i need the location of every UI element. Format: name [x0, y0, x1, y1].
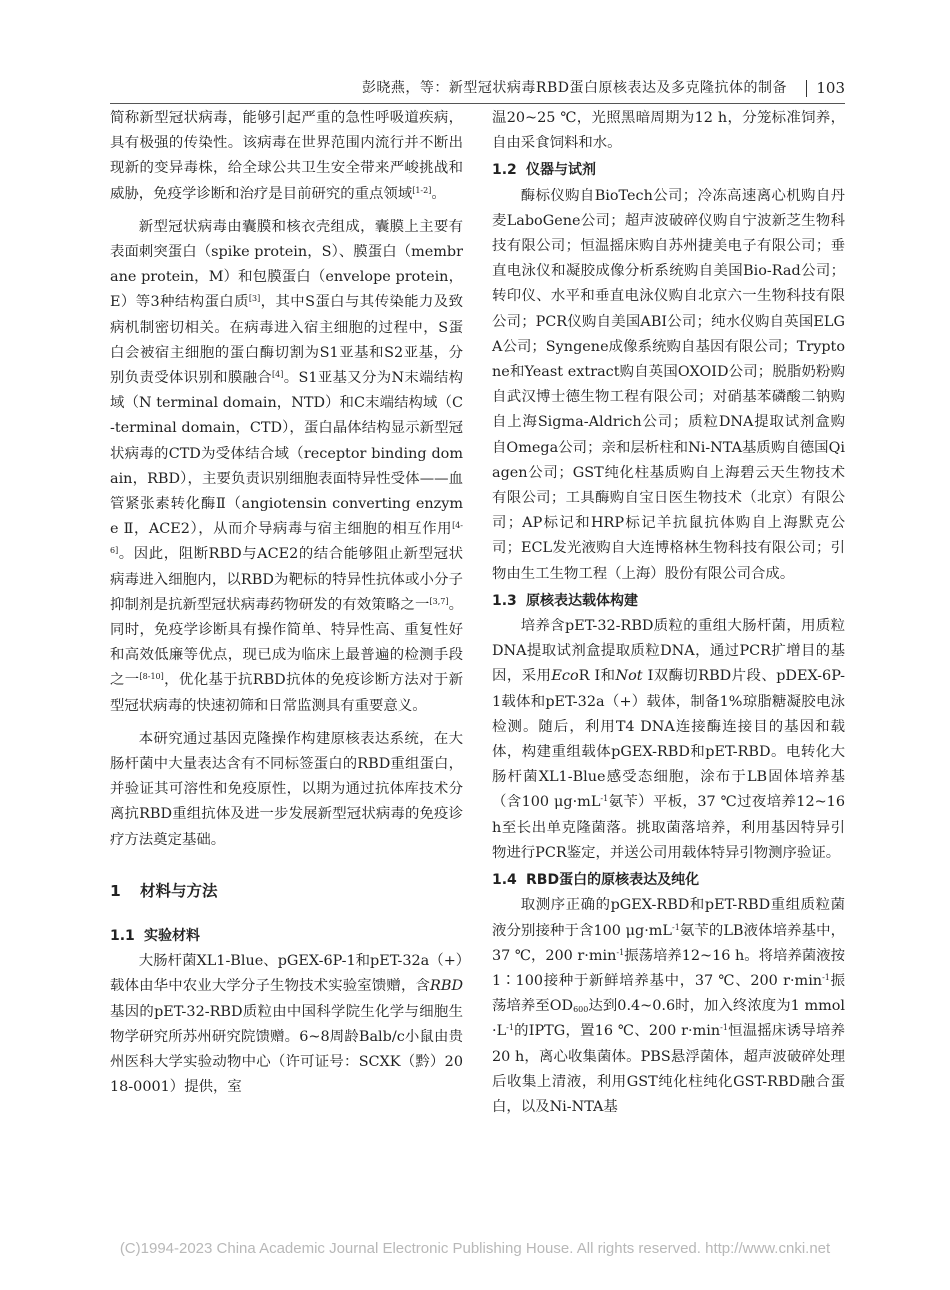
text-run: 大肠杆菌XL1-Blue、pGEX-6P-1和pET-32a（+）载体由华中农业大学分子生物技术实验室馈赠，含: [110, 953, 463, 995]
subsection-title: 原核表达载体构建: [526, 592, 638, 609]
superscript: -1: [616, 947, 625, 957]
text-run: R Ⅰ和: [578, 668, 616, 685]
text-run: 振荡培养12~16 h。将培养菌液按1∶100接种于新鲜培养基中，37 ℃、200 r·min: [492, 947, 846, 989]
text-run: 氨苄的LB液体培养基中，37 ℃，200 r·min: [492, 922, 845, 964]
subsection-number: 1.2: [492, 162, 517, 179]
paragraph-materials-continued: 温20~25 ℃，光照黑暗周期为12 h，分笼标准饲养，自由采食饲料和水。: [492, 110, 845, 152]
text-run: ，优化基于抗RBD抗体的免疫诊断方法对于新型冠状病毒的快速初筛和日常监测具有重要意义。: [110, 672, 463, 714]
text-run: 。同时，免疫学诊断具有操作简单、特异性高、重复性好和高效低廉等优点，现已成为临床上最普遍的检测手段之一: [110, 596, 463, 689]
subsection-title: 实验材料: [144, 927, 200, 944]
citation: [3]: [248, 294, 261, 304]
superscript: -1: [822, 972, 830, 982]
subsection-title: 仪器与试剂: [526, 162, 596, 179]
superscript: -1: [600, 794, 609, 804]
subsection-number: 1.3: [492, 592, 517, 609]
paragraph-expression-purification: [492, 893, 845, 1120]
text-run: 氨苄）平板，37 ℃过夜培养12~16 h至长出单克隆菌落。挑取菌落培养，利用基因特异引物进行PCR鉴定，并送公司用载体特异引物测序验证。: [492, 794, 845, 861]
subsection-heading: [492, 868, 845, 893]
section-number: 1: [110, 881, 121, 900]
text-run: 简称新型冠状病毒，能够引起严重的急性呼吸道疾病，具有极强的传染性。该病毒在世界范围内流行并不断出现新的变异毒株，给全球公共卫生安全带来严峻挑战和威胁，免疫学诊断和治疗是目前研究的重点领域: [110, 110, 463, 202]
paragraph-intro-continued: [110, 106, 463, 207]
subsection-number: 1.1: [110, 927, 135, 944]
text-run: ，其中S蛋白与其传染能力及致病机制密切相关。在病毒进入宿主细胞的过程中，S蛋白会被宿主细胞的蛋白酶切割为S1亚基和S2亚基，分别负责受体识别和膜融合: [110, 294, 463, 387]
text-run: 。: [431, 185, 446, 202]
citation: [1-2]: [412, 185, 432, 195]
text-run: 恒温摇床诱导培养20 h，离心收集菌体。PBS悬浮菌体，超声波破碎处理后收集上清液，利用GST纯化柱纯化GST-RBD融合蛋白，以及Ni-NTA基: [492, 1023, 845, 1115]
text-run: 培养含pET-32-RBD质粒的重组大肠杆菌，用质粒DNA提取试剂盒提取质粒DNA，通过PCR扩增目的基因，采用: [492, 618, 845, 685]
subsection-number: 1.4: [492, 872, 517, 889]
text-run: 。因此，阻断RBD与ACE2的结合能够阻止新型冠状病毒进入细胞内，以RBD为靶标的特异性抗体或小分子抑制剂是抗新型冠状病毒药物研发的有效策略之一: [110, 546, 463, 613]
paragraph-study-aim: 本研究通过基因克隆操作构建原核表达系统，在大肠杆菌中大量表达含有不同标签蛋白的RBD重组蛋白，并验证其可溶性和免疫原性，以期为通过抗体库技术分离抗RBD重组抗体及进一步发展新型冠状病毒的免疫诊疗方法奠定基础。: [110, 730, 463, 848]
text-run: 的IPTG，置16 ℃、200 r·min: [513, 1023, 721, 1040]
header-divider: [806, 80, 807, 97]
enzyme-name: Eco: [551, 668, 579, 685]
citation: [4-6]: [110, 521, 463, 556]
superscript: -1: [671, 922, 680, 932]
header-rule: [110, 103, 845, 104]
subsection-heading: [492, 158, 845, 183]
paragraph-materials: [110, 949, 463, 1100]
text-run: Ⅰ双酶切RBD片段、pDEX-6P-1载体和pET-32a（+）载体，制备1%琼脂糖凝胶电泳检测。随后，利用T4 DNA连接酶连接目的基因和载体，构建重组载体pGEX-RBD和pET-RBD。电转化大肠杆菌XL1-Blue感受态细胞，涂布于LB固体培养基（含100 μg·mL: [492, 668, 845, 811]
subscript: 600: [573, 1005, 589, 1015]
left-column: [110, 106, 463, 1100]
text-run: 取测序正确的pGEX-RBD和pET-RBD重组质粒菌液分别接种于含100 μg·mL: [492, 897, 845, 939]
paragraph-vector-construction: [492, 614, 845, 866]
text-run: 振荡培养至OD: [492, 972, 845, 1015]
running-header: [110, 74, 845, 102]
section-title: 材料与方法: [140, 881, 218, 900]
right-column: [492, 106, 845, 1120]
copyright-footer: (C)1994-2023 China Academic Journal Electronic Publishing House. All rights reserved. http://www.cnki.net: [119, 1240, 831, 1257]
text-run: 达到0.4~0.6时，加入终浓度为1 mmol·L: [492, 998, 845, 1040]
superscript: -1: [720, 1023, 728, 1033]
page-number: 103: [816, 79, 845, 97]
citation: [8-10]: [139, 672, 164, 682]
paragraph-instruments: 酶标仪购自BioTech公司；冷冻高速离心机购自丹麦LaboGene公司；超声波破碎仪购自宁波新芝生物科技有限公司；恒温摇床购自苏州捷美电子有限公司；垂直电泳仪和凝胶成像分析系统购自美国Bio-Rad公司；转印仪、水平和垂直电泳仪购自北京六一生物科技有限公司；PCR仪购自美国ABI公司；纯水仪购自英国ELGA公司；Syngene成像系统购自基因有限公司；Tryptone和Yeast extract购自英国OXOID公司；脱脂奶粉购自武汉博士德生物工程有限公司；对硝基苯磷酸二钠购自上海Sigma-Aldrich公司；质粒DNA提取试剂盒购自Omega公司；亲和层析柱和Ni-NTA基质购自德国Qiagen公司；GST纯化柱基质购自上海碧云天生物技术有限公司；工具酶购自宝日医生物技术（北京）有限公司；AP标记和HRP标记羊抗鼠抗体购自上海默克公司；ECL发光液购自大连博格林生物科技有限公司；引物由生工生物工程（上海）股份有限公司合成。: [492, 187, 845, 582]
text-run: 新型冠状病毒由囊膜和核衣壳组成，囊膜上主要有表面刺突蛋白（spike protein，S）、膜蛋白（membrane protein，M）和包膜蛋白（envelope protein，E）等3种结构蛋白质: [110, 218, 463, 311]
text-run: 。S1亚基又分为N末端结构域（N terminal domain，NTD）和C末端结构域（C-terminal domain，CTD），蛋白晶体结构显示新型冠状病毒的CTD为受体结合域（receptor binding domain，RBD），主要负责识别细胞表面特异性受体——血管紧张素转化酶Ⅱ（angiotensin converting enzyme Ⅱ，ACE2），从而介导病毒与宿主细胞的相互作用: [110, 370, 463, 538]
subsection-title: RBD蛋白的原核表达及纯化: [526, 872, 700, 889]
subsection-heading: [492, 589, 845, 614]
citation: [3,7]: [429, 596, 449, 606]
running-title: 彭晓燕，等：新型冠状病毒RBD蛋白原核表达及多克隆抗体的制备: [361, 80, 787, 96]
paragraph-virus-structure: [110, 215, 463, 719]
citation: [4]: [272, 370, 284, 380]
text-run: 基因的pET-32-RBD质粒由中国科学院生化学与细胞生物学研究所苏州研究院馈赠。6~8周龄Balb/c小鼠由贵州医科大学实验动物中心（许可证号：SCXK（黔）2018-0001）提供，室: [110, 1003, 463, 1096]
enzyme-name: Not: [615, 668, 643, 685]
subsection-heading: [110, 924, 463, 949]
section-heading: [110, 879, 463, 904]
superscript: -1: [506, 1023, 514, 1033]
gene-name: RBD: [430, 978, 463, 995]
